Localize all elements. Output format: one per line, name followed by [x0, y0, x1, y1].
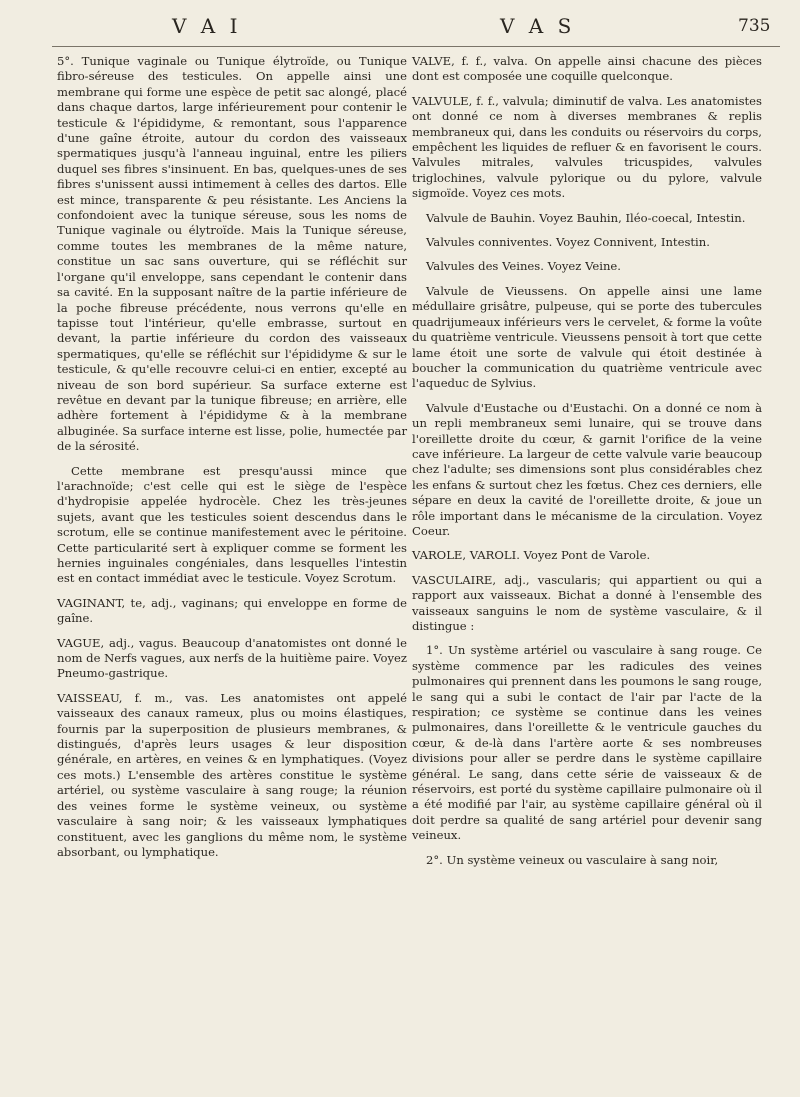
entry-valvules-veines: Valvules des Veines. Voyez Veine. — [426, 259, 621, 274]
entry-tunique-vaginale-cont: Cette membrane est presqu'aussi mince que l'arachnoïde; c'est celle qui est le siège de l'espèce d'hydropisie appelée hydrocèle. Chez les très-jeunes sujets, avant que les testicules soient descendus dans le scrotum, elle se continue manifestement avec le péritoine. Cette particularité sert à expliquer comme se forment les hernies inguinales congéniales, dans lesquelles l'intestin est en contact immédiat avec le testicule. Voyez Scrotum. — [57, 463, 407, 586]
entry-vague: VAGUE, adj., vagus. Beaucoup d'anatomistes ont donné le nom de Nerfs vagues, aux nerfs de la huitième paire. Voyez Pneumo-gastrique. — [57, 635, 407, 681]
header-right-guide-word: V A S — [500, 14, 576, 38]
entry-vasculaire: VASCULAIRE, adj., vascularis; qui appartient ou qui a rapport aux vaisseaux. Bichat a donné à l'ensemble des vaisseaux sanguins le nom de système vasculaire, & il distingue : — [412, 572, 762, 633]
entry-valvule-vieussens: Valvule de Vieussens. On appelle ainsi une lame médullaire grisâtre, pulpeuse, qui se porte des tubercules quadrijumeaux inférieurs vers le cervelet, & forme la voûte du quatrième ventricule. Vieussens pensoit à tort que cette lame étoit une sorte de valvule qui étoit destinée à boucher la communication du quatrième ventricule avec l'aqueduc de Sylvius. — [412, 283, 763, 391]
entry-valve: VALVE, f. f., valva. On appelle ainsi chacune des pièces dont est composée une coquille quelconque. — [412, 54, 762, 84]
right-column — [412, 54, 762, 877]
header-rule — [52, 46, 780, 47]
running-header — [0, 14, 800, 44]
page-number: 735 — [738, 16, 771, 36]
header-left-guide-word: V A I — [172, 14, 242, 38]
entry-valvules-conniventes: Valvules conniventes. Voyez Connivent, Intestin. — [426, 235, 710, 250]
entry-valvule-eustache: Valvule d'Eustache ou d'Eustachi. On a donné ce nom à un repli membraneux semi lunaire, qui se trouve dans l'oreillette droite du cœur, & garnit l'orifice de la veine cave inférieure. La largeur de cette valvule varie beaucoup chez l'adulte; ses dimensions sont plus considérables chez les enfans & surtout chez les fœtus. Chez ces derniers, elle sépare en deux la cavité de l'oreillette droite, & joue un rôle important dans le mécanisme de la circulation. Voyez Coeur. — [412, 400, 762, 538]
entry-varole: VAROLE, VAROLI. Voyez Pont de Varole. — [412, 548, 651, 563]
entry-vaisseau: VAISSEAU, f. m., vas. Les anatomistes ont appelé vaisseaux des canaux rameux, plus ou moins élastiques, fournis par la superposition de plusieurs membranes, & distingués, d'après leurs usages & leur disposition générale, en artères, en veines & en lymphatiques. (Voyez ces mots.) L'ensemble des artères constitue le système artériel, ou système vasculaire à sang rouge; la réunion des veines forme le système veineux, ou système vasculaire à sang noir; & les vaisseaux lymphatiques constituent, avec les ganglions du même nom, le système absorbant, ou lymphatique. — [57, 690, 407, 859]
left-column — [57, 54, 407, 869]
entry-systeme-veineux: 2°. Un système veineux ou vasculaire à sang noir, — [426, 852, 719, 867]
entry-valvule-bauhin: Valvule de Bauhin. Voyez Bauhin, Iléo-coecal, Intestin. — [426, 210, 746, 225]
entry-systeme-arteriel: 1°. Un système artériel ou vasculaire à sang rouge. Ce système commence par les radicules des veines pulmonaires qui prennent dans les poumons le sang rouge, le sang qui a subi le contact de l'air par l'acte de la respiration; ce système se continue dans les veines pulmonaires, dans l'oreillette & le ventricule gauches du cœur, & de-là dans l'artère aorte & ses nombreuses divisions pour aller se perdre dans le système capillaire général. Le sang, dans cette série de vaisseaux & de réservoirs, est porté du système capillaire pulmonaire où il a été modifié par l'air, au système capillaire général où il doit perdre sa qualité de sang artériel pour devenir sang veineux. — [412, 643, 762, 843]
entry-vaginant: VAGINANT, te, adj., vaginans; qui enveloppe en forme de gaîne. — [57, 595, 407, 626]
entry-tunique-vaginale: 5°. Tunique vaginale ou Tunique élytroïde, ou Tunique fibro-séreuse des testicules. On appelle ainsi une membrane qui forme une espèce de petit sac alongé, placé dans chaque dartos, large inférieurement pour contenir le testicule & l'épididyme, & remontant, sous l'apparence d'une gaîne étroite, autour du cordon des vaisseaux spermatiques jusqu'à l'anneau inguinal, entre les piliers duquel ses fibres s'insinuent. En bas, quelques-unes de ses fibres s'unissent aussi intimement à celles des dartos. Elle est mince, transparente & peu résistante. Les Anciens la confondoient avec la tunique séreuse, sous les noms de Tunique vaginale ou élytroïde. Mais la Tunique séreuse, comme toutes les membranes de la même nature, constitue un sac sans ouverture, qui se réfléchit sur l'organe qu'il enveloppe, sans cependant le contenir dans sa cavité. En la supposant naître de la partie inférieure de la poche fibreuse précédente, nous verrons qu'elle en tapisse tout l'intérieur, qu'elle embrasse, surtout en devant, la partie inférieure du cordon des vaisseaux spermatiques, qu'elle se réfléchit sur l'épididyme & sur le testicule, & qu'elle recouvre celui-ci en entier, excepté au niveau de son bord supérieur. Sa surface externe est revêtue en devant par la tunique fibreuse; en arrière, elle adhère fortement à l'épididyme & à la membrane albuginée. Sa surface interne est lisse, polie, humectée par de la sérosité. — [57, 54, 407, 454]
entry-valvule: VALVULE, f. f., valvula; diminutif de valva. Les anatomistes ont donné ce nom à diverses membranes & replis membraneux qui, dans les conduits ou réservoirs du corps, empêchent les liquides de refluer & en favorisent le cours. Valvules mitrales, valvules tricuspides, valvules triglochines, valvule pylorique ou du pylore, valvule sigmoïde. Voyez ces mots. — [412, 93, 762, 201]
